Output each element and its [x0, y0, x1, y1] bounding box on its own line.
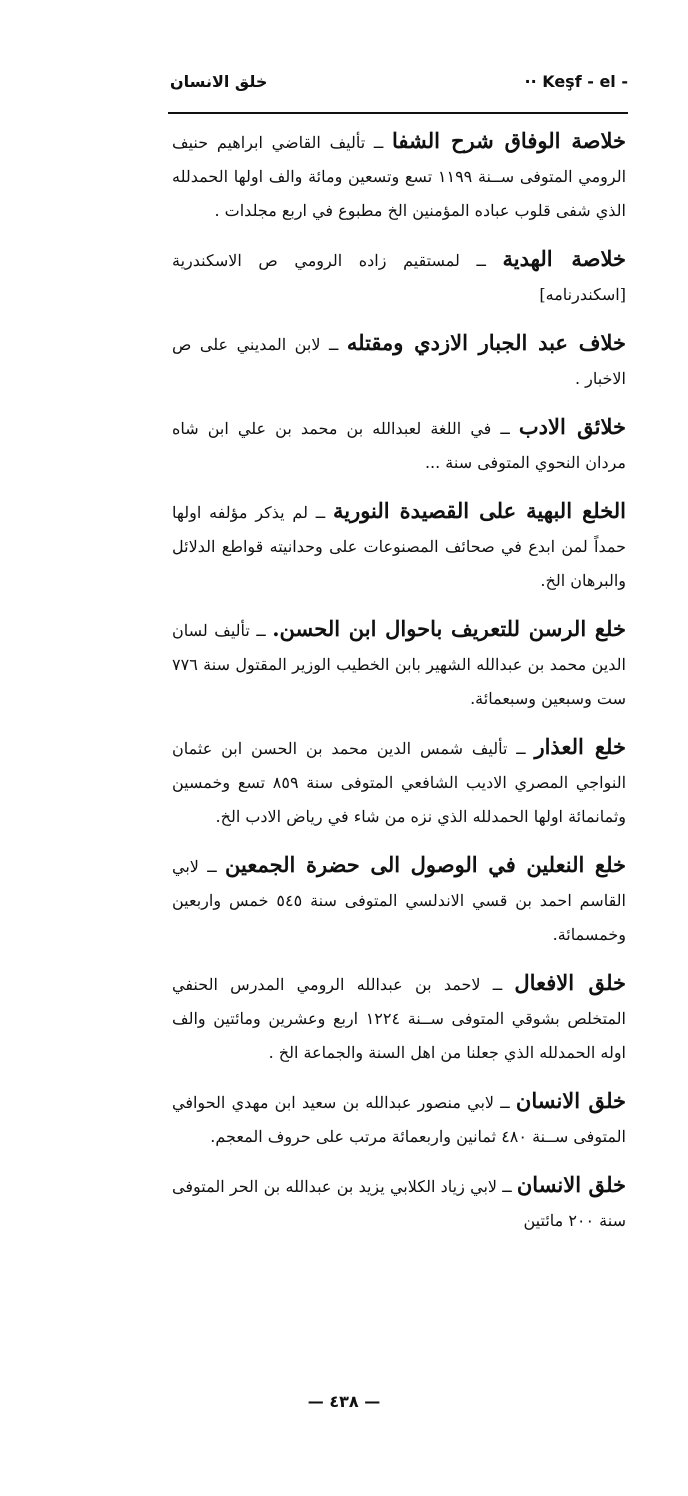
entry-text: ــ تأليف القاضي ابراهيم حنيف الرومي المتوفى ســنة ١١٩٩ تسع وتسعين ومائة والف اولها الحمدلله الذي شفى قلوب عباده المؤمنين الخ مطبوع في اربع مجلدات . [172, 133, 627, 220]
entry [172, 124, 626, 228]
entry [172, 242, 626, 312]
entry-text: ــ لابي زياد الكلابي يزيد بن عبدالله بن الحر المتوفى سنة ٢٠٠ مائتين [172, 1177, 626, 1230]
entry [172, 410, 626, 480]
running-head-series: ·· Keşf - el - [524, 72, 628, 91]
entry-text: ــ لابي القاسم احمد بن قسي الاندلسي المتوفى سنة ٥٤٥ خمس واربعين وخمسمائة. [172, 857, 627, 944]
entry-title: خلق الانسان [516, 1172, 626, 1197]
running-head-entry: خلق الانسان [170, 72, 268, 91]
entry-title: خلائق الادب [518, 414, 626, 439]
entry [172, 494, 626, 598]
entry-title: خلاف عبد الجبار الازدي ومقتله [346, 330, 626, 355]
entry-text: ــ في اللغة لعبدالله بن محمد بن علي ابن شاه مردان النحوي المتوفى سنة ... [172, 419, 626, 472]
entry [172, 966, 626, 1070]
entry-title: خلاصة الهدية [502, 246, 627, 271]
entry-title: خلق الانسان [515, 1088, 627, 1113]
page-number: — ٤٣٨ — [307, 1392, 381, 1411]
entry [172, 1084, 626, 1154]
entry-title: الخلع البهية على القصيدة النورية [332, 498, 626, 523]
entry-title: خلاصة الوفاق شرح الشفا [392, 128, 626, 153]
entry [172, 730, 626, 834]
entry-text: ــ تأليف شمس الدين محمد بن الحسن ابن عثمان النواجي المصري الاديب الشافعي المتوفى سنة ٨٥٩ تسع وخمسين وثمانمائة اولها الحمدلله الذي نزه من شاء في رياض الادب الخ. [172, 739, 627, 826]
entry [172, 326, 626, 396]
entry-text: ــ لمستقيم زاده الرومي ص الاسكندرية [اسكندرنامه] [172, 251, 626, 304]
header-rule [168, 112, 628, 114]
entry-title: خلع الرسن للتعريف باحوال ابن الحسن. [272, 616, 626, 641]
entry-title: خلق الافعال [514, 970, 626, 995]
entry [172, 1168, 626, 1238]
entry-text: ــ تأليف لسان الدين محمد بن عبدالله الشهير بابن الخطيب الوزير المقتول سنة ٧٧٦ ست وسبعين وسبعمائة. [172, 621, 626, 708]
entry-text: ــ لاحمد بن عبدالله الرومي المدرس الحنفي المتخلص بشوقي المتوفى ســنة ١٢٢٤ اربع وعشرين ومائتين والف اوله الحمدلله الذي جعلنا من اهل السنة والجماعة الخ . [172, 975, 626, 1062]
entry-title: خلع النعلين في الوصول الى حضرة الجمعين [225, 852, 626, 877]
entry [172, 612, 626, 716]
entry [172, 848, 626, 952]
entry-text: ــ لابي منصور عبدالله بن سعيد ابن مهدي الحوافي المتوفى ســنة ٤٨٠ ثمانين واربعمائة مرتب على حروف المعجم. [172, 1093, 626, 1146]
page-header [60, 60, 628, 106]
entries-list [172, 124, 626, 1252]
entry-text: ــ لم يذكر مؤلفه اولها حمداً لمن ابدع في صحائف المصنوعات على وحدانيته قواطع الدلائل والبرهان الخ. [172, 503, 626, 590]
entry-title: خلع العذار [534, 734, 626, 759]
entry-text: ــ لابن المديني على ص الاخبار . [172, 335, 626, 388]
